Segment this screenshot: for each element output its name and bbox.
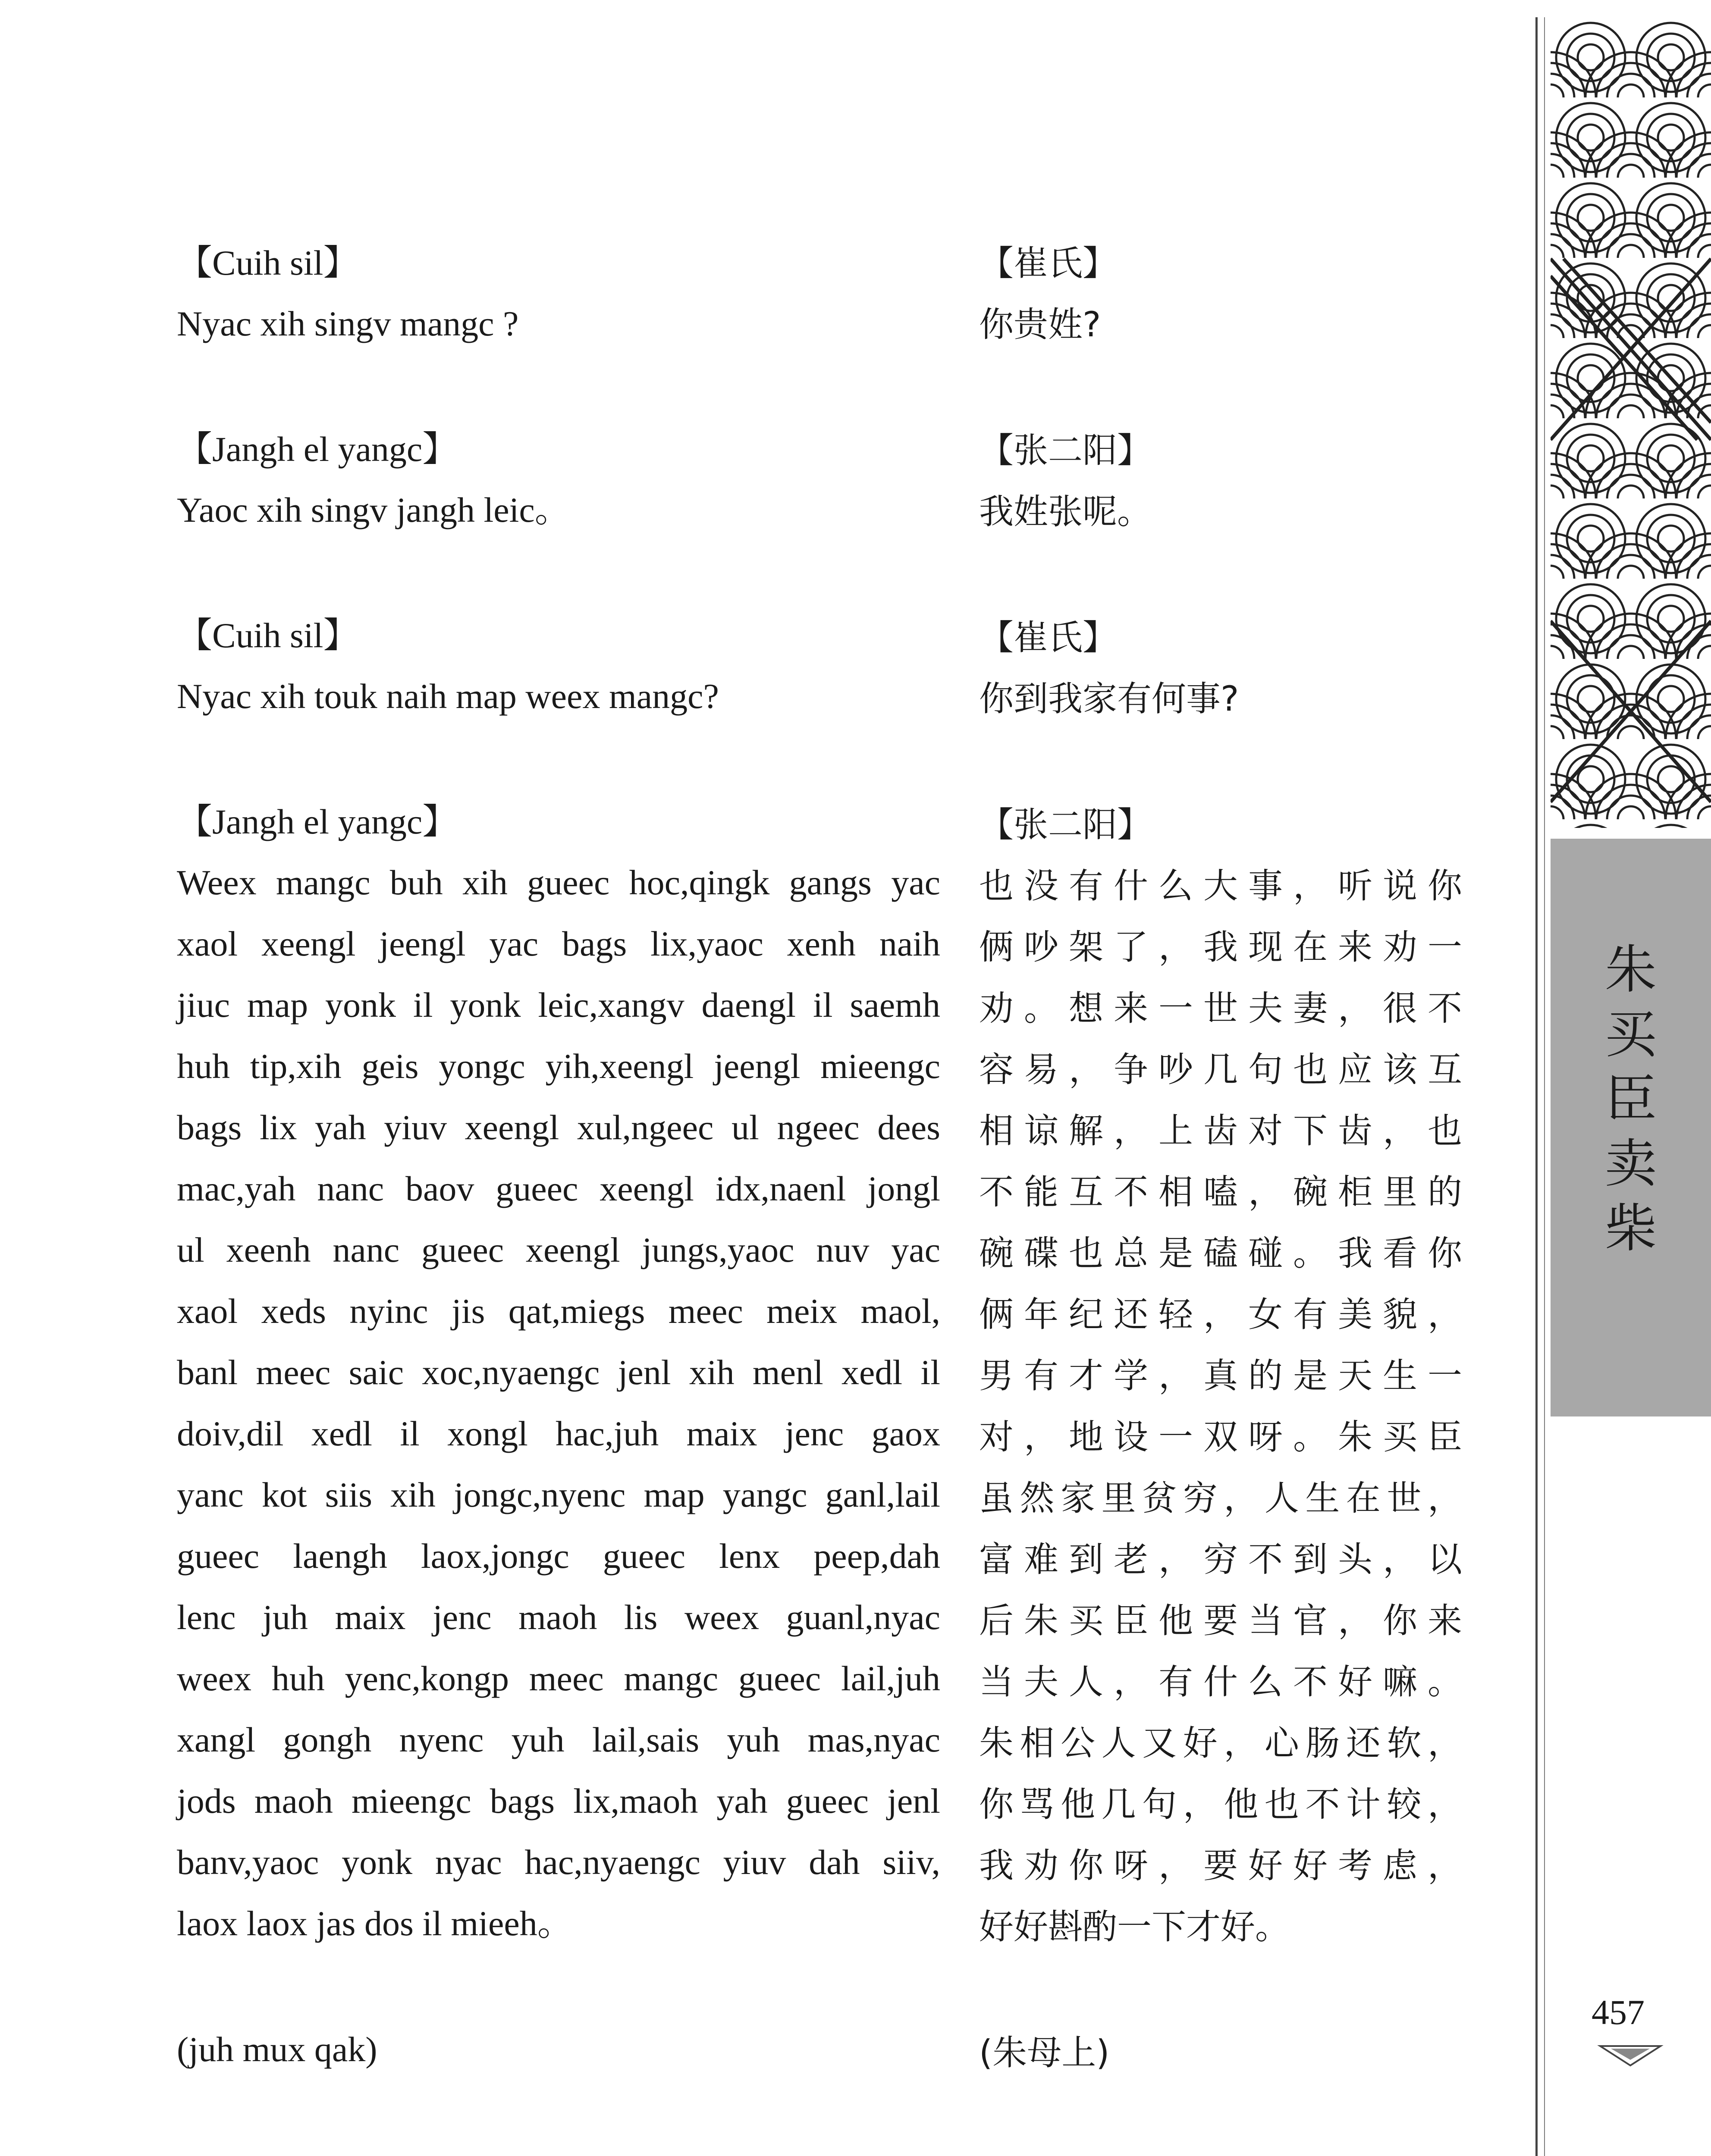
- text-line: 对，地设一双呀。朱买臣: [979, 1417, 1462, 1457]
- text-line: yanc kot siis xih jongc,nyenc map yangc ganl,lail: [177, 1475, 940, 1514]
- side-tab: [1551, 839, 1711, 1416]
- margin-rule-thin: [1544, 17, 1545, 2156]
- text-line: Weex mangc buh xih gueec hoc,qingk gangs yac: [177, 863, 940, 902]
- text-line: banv,yaoc yonk nyac hac,nyaengc yiuv dah siiv,: [177, 1843, 940, 1882]
- stage-direction: (juh mux qak): [177, 2030, 377, 2069]
- text-line: xaol xeengl jeengl yac bags lix,yaoc xenh naih: [177, 924, 940, 963]
- text-line: doiv,dil xedl il xongl hac,juh maix jenc gaox: [177, 1414, 940, 1453]
- text-line: 俩吵架了，我现在来劝一: [979, 927, 1462, 967]
- text-line: 男有才学，真的是天生一: [979, 1356, 1462, 1396]
- text-line: 我姓张呢。: [979, 492, 1152, 532]
- text-line: jiuc map yonk il yonk leic,xangv daengl il saemh: [177, 985, 940, 1025]
- decorative-pattern: [1551, 17, 1711, 828]
- text-line: 我劝你呀，要好好考虑，: [979, 1846, 1462, 1886]
- speaker-label: 【Cuih sil】: [177, 616, 359, 655]
- text-line: Yaoc xih singv jangh leic。: [177, 490, 570, 530]
- text-line: Nyac xih touk naih map weex mangc?: [177, 677, 719, 716]
- text-line: 后朱买臣他要当官，你来: [979, 1601, 1462, 1641]
- side-title-char: 买: [1605, 1005, 1657, 1065]
- text-line: 朱相公人又好，心肠还软，: [979, 1723, 1462, 1763]
- text-line: bags lix yah yiuv xeengl xul,ngeec ul ngeec dees: [177, 1108, 940, 1147]
- speaker-label: 【崔氏】: [979, 617, 1117, 658]
- side-title-char: 朱: [1605, 940, 1657, 1000]
- side-title: [1551, 938, 1711, 1261]
- text-line: gueec laengh laox,jongc gueec lenx peep,dah: [177, 1536, 940, 1576]
- speaker-label: 【张二阳】: [979, 430, 1152, 470]
- text-line: mac,yah nanc baov gueec xeengl idx,naenl jongl: [177, 1169, 940, 1208]
- transliteration-column: [177, 233, 940, 2080]
- text-line: 相谅解，上齿对下齿，也: [979, 1111, 1462, 1151]
- side-title-char: 柴: [1605, 1199, 1657, 1259]
- speaker-label: 【Jangh el yangc】: [177, 429, 458, 469]
- text-line: 你骂他几句，他也不计较，: [979, 1784, 1462, 1824]
- text-line: 劝。想来一世夫妻，很不: [979, 988, 1462, 1028]
- page-ornament-icon: [1596, 2042, 1665, 2068]
- text-line: huh tip,xih geis yongc yih,xeengl jeengl mieengc: [177, 1047, 940, 1086]
- text-line: 你贵姓?: [979, 304, 1101, 345]
- text-line: laox laox jas dos il mieeh。: [177, 1904, 573, 1943]
- translation-column: [979, 233, 1462, 2084]
- text-line: ul xeenh nanc gueec xeengl jungs,yaoc nuv yac: [177, 1230, 940, 1269]
- text-line: Nyac xih singv mangc ?: [177, 304, 519, 343]
- text-line: 不能互不相嗑，碗柜里的: [979, 1172, 1462, 1212]
- text-line: lenc juh maix jenc maoh lis weex guanl,nyac: [177, 1598, 940, 1637]
- speaker-label: 【崔氏】: [979, 243, 1117, 283]
- text-line: 虽然家里贫穷，人生在世，: [979, 1478, 1462, 1518]
- text-line: weex huh yenc,kongp meec mangc gueec lail,juh: [177, 1659, 940, 1698]
- side-title-char: 卖: [1605, 1134, 1657, 1194]
- speaker-label: 【Jangh el yangc】: [177, 802, 458, 841]
- text-line: jods maoh mieengc bags lix,maoh yah gueec jenl: [177, 1781, 940, 1821]
- text-line: xangl gongh nyenc yuh lail,sais yuh mas,nyac: [177, 1720, 940, 1759]
- speaker-label: 【张二阳】: [979, 805, 1152, 845]
- side-title-char: 臣: [1605, 1069, 1657, 1129]
- text-line: 当夫人，有什么不好嘛。: [979, 1662, 1462, 1702]
- speaker-label: 【Cuih sil】: [177, 243, 359, 282]
- text-line: 好好斟酌一下才好。: [979, 1907, 1290, 1947]
- text-line: 俩年纪还轻，女有美貌，: [979, 1294, 1462, 1335]
- margin-rule: [1535, 17, 1538, 2156]
- text-line: 也没有什么大事，听说你: [979, 866, 1462, 906]
- text-line: 富难到老，穷不到头，以: [979, 1539, 1462, 1579]
- stage-direction: (朱母上): [979, 2033, 1110, 2073]
- page-number: 457: [1592, 1993, 1645, 2032]
- text-line: 碗碟也总是磕碰。我看你: [979, 1233, 1462, 1273]
- text-line: 容易，争吵几句也应该互: [979, 1050, 1462, 1090]
- text-line: banl meec saic xoc,nyaengc jenl xih menl xedl il: [177, 1353, 940, 1392]
- text-line: xaol xeds nyinc jis qat,miegs meec meix maol,: [177, 1291, 940, 1331]
- text-line: 你到我家有何事?: [979, 679, 1239, 719]
